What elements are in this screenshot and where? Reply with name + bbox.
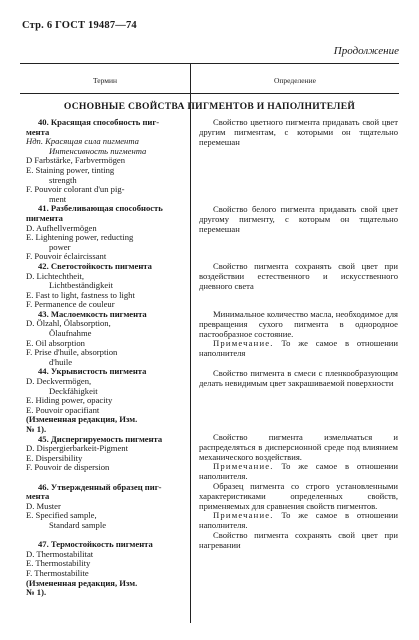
term-de: D. Aufhellvermögen (26, 222, 97, 233)
term-de: D. Muster (26, 500, 61, 511)
definition-note (199, 339, 398, 359)
term-en: E. Lightening power, reducting (26, 232, 134, 243)
term-fr-cont: d'huile (49, 356, 73, 367)
term-de: D. Dispergierbarkeit-Pigment (26, 443, 128, 454)
definition-note (199, 511, 398, 531)
term-de: D. Ölzahl, Ölabsorption, (26, 318, 111, 329)
definition-text: Свойство пигмента в смеси с пленкообразующим делать невидимым цвет закрашиваемой поверхности (199, 368, 398, 388)
definition-text: Минимальное количество масла, необходимое для превращения сухого пигмента в однородное пастообразное состояние. (199, 309, 398, 339)
definition-text: Свойство пигмента сохранять свой цвет при нагревании (199, 529, 398, 550)
definition-text: Свойство пигмента измельчаться и распределяться в дисперсионной среде под влиянием механического воздействия. (199, 432, 398, 462)
column-divider (190, 64, 191, 623)
column-header-definition: Определение (274, 76, 316, 85)
term-en: E. Hiding power, opacity (26, 395, 113, 406)
term-title: 41. Разбеливающая способность (38, 203, 163, 214)
term-de: D. Deckvermögen, (26, 376, 92, 387)
definition-text: Свойство цветного пигмента придавать свой цвет другим пигментам, с которыми он тщательно перемешан (199, 117, 398, 147)
definition-text: Свойство белого пигмента придавать свой цвет другому пигменту, с которым он тщательно перемешан (199, 204, 398, 234)
note-text: То же самое в отношении наполнителя. (199, 461, 398, 482)
terms-column (26, 118, 186, 598)
term-title: 43. Маслоемкость пигмента (38, 308, 147, 319)
term-47 (26, 540, 186, 598)
note-label: Примечание. (213, 510, 274, 521)
note-text: То же самое в отношении наполнителя (199, 338, 398, 359)
definition-42 (199, 262, 398, 291)
definition-note (199, 462, 398, 482)
term-de-cont: Deckfähigkeit (49, 385, 98, 396)
revision-note-cont: № 1). (26, 424, 47, 434)
note-label: Примечание. (213, 338, 274, 349)
term-en-cont: power (49, 241, 71, 252)
term-41 (26, 204, 186, 262)
term-fr-cont: ment (49, 193, 67, 204)
term-44 (26, 367, 186, 434)
column-header-term: Термин (92, 76, 118, 85)
table-header-rule (20, 93, 399, 94)
term-ndp-cont: Интенсивность пигмента (49, 145, 147, 156)
term-45 (26, 435, 186, 473)
term-title-cont: мента (26, 126, 50, 137)
term-de: D. Lichtechtheit, (26, 270, 84, 281)
term-fr: F. Pouvoir de dispersion (26, 462, 110, 473)
term-fr: F. Thermostabilite (26, 567, 89, 578)
term-title: 44. Укрывистость пигмента (38, 366, 147, 377)
term-en: E. Fast to light, fastness to light (26, 289, 135, 300)
term-title-cont: пигмента (26, 212, 63, 223)
term-46 (26, 483, 186, 531)
continuation-label: Продолжение (333, 45, 399, 57)
term-fr: F. Prise d'huile, absorption (26, 347, 118, 358)
term-en: E. Thermostability (26, 558, 91, 569)
term-en: E. Specified sample, (26, 510, 97, 521)
term-title: 42. Светостойкость пигмента (38, 260, 152, 271)
term-42 (26, 262, 186, 310)
definition-text: Свойство пигмента сохранять свой цвет при воздействии естественного и искусственного дневного света (199, 261, 398, 291)
note-text: То же самое в отношении наполнителя. (199, 510, 398, 531)
section-title: ОСНОВНЫЕ СВОЙСТВА ПИГМЕНТОВ И НАПОЛНИТЕЛЕЙ (63, 101, 356, 112)
definition-43 (199, 310, 398, 359)
term-43 (26, 310, 186, 368)
note-label: Примечание. (213, 461, 274, 472)
term-fr: F. Permanence de couleur (26, 299, 115, 310)
term-title: 47. Термостойкость пигмента (38, 539, 153, 550)
term-40 (26, 118, 186, 204)
term-en: E. Oil absorption (26, 337, 85, 348)
revision-note: (Измененная редакция, Изм. (26, 577, 138, 588)
term-ndp: Ндп. Красящая сила пигмента (26, 136, 139, 147)
table-top-rule (20, 63, 399, 64)
revision-note: (Измененная редакция, Изм. (26, 414, 138, 425)
term-en: E. Staining power, tinting (26, 164, 115, 175)
term-de-cont: Lichtbeständigkeit (49, 280, 113, 291)
term-de: D Farbstärke, Farbvermögen (26, 155, 126, 166)
definition-40 (199, 118, 398, 147)
definition-text: Образец пигмента со строго установленными характеристиками определенных свойств, применяемых для сравнения свойств пигментов. (199, 480, 398, 511)
term-en: E. Dispersibility (26, 452, 83, 463)
revision-note-cont: № 1). (26, 587, 47, 598)
term-title-cont: мента (26, 491, 50, 502)
term-title: 40. Красящая способность пиг- (38, 117, 160, 127)
term-de-cont: Ölaufnahme (49, 328, 92, 339)
page-header: Стр. 6 ГОСТ 19487—74 (22, 20, 137, 31)
term-en-cont: Standard sample (49, 519, 107, 530)
term-fr: F. Pouvoir colorant d'un pig- (26, 184, 125, 195)
term-fr: F. Pouvoir éclaircissant (26, 251, 107, 262)
definition-41 (199, 205, 398, 234)
definition-44 (199, 369, 398, 389)
term-title: 46. Утвержденный образец пиг- (38, 481, 162, 492)
term-de: D. Thermostabilitat (26, 548, 94, 559)
term-en-cont: strength (49, 174, 77, 185)
term-title: 45. Диспергируемость пигмента (38, 433, 163, 444)
definition-45 (199, 433, 398, 551)
term-fr: E. Pouvoir opacifiant (26, 404, 100, 415)
